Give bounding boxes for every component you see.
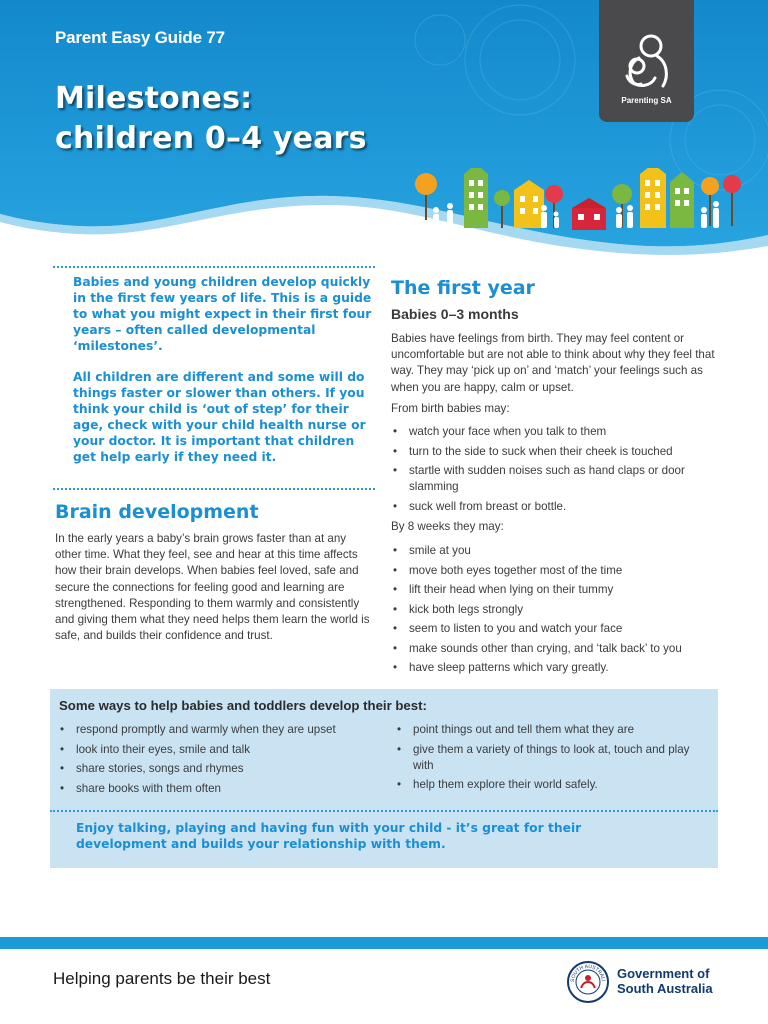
parent-child-icon (617, 32, 677, 90)
government-of-south-australia (617, 966, 713, 996)
list-item: • help them explore their world safely. (396, 777, 708, 793)
house-icon (514, 180, 544, 228)
house-icon (670, 172, 694, 228)
guide-label: Parent Easy Guide 77 (55, 28, 225, 47)
first-year-text: Babies have feelings from birth. They may feel content or uncomfortable but are not able to think about why they feel that way. They may ‘pick up on’ and ‘match’ your feelings such as when you are happy, calm or upset. (391, 332, 715, 394)
by-8-weeks-list (391, 543, 721, 680)
tagline: Helping parents be their best (53, 969, 271, 988)
brain-development-text: In the early years a baby’s brain grows faster than at any other time. What they feel, see and hear at this time affects how their brain develops. When babies feel loved, safe and secure the connections for feeling good and learning are strengthened. Responding to them warmly and consistently and giving them what they need helps them learn the world is safe, and builds their confidence and trust. (55, 532, 370, 643)
dotted-divider (53, 488, 375, 490)
list-item: • respond promptly and warmly when they are upset (59, 722, 389, 738)
list-item: • suck well from breast or bottle. (391, 499, 721, 515)
south-australia-seal-icon (566, 960, 610, 1004)
list-item: • point things out and tell them what they are (396, 722, 708, 738)
header-banner (0, 0, 768, 262)
dotted-divider (50, 810, 718, 812)
tips-list-right (396, 722, 708, 797)
list-item: • make sounds other than crying, and ‘talk back’ to you (391, 641, 721, 657)
gov-line-1: Government of (617, 966, 710, 981)
brand-label: Parenting SA (621, 96, 672, 105)
list-item: • give them a variety of things to look at, touch and play with (396, 742, 708, 774)
list-item: • seem to listen to you and watch your face (391, 621, 721, 637)
tips-box (50, 689, 718, 868)
tree-icon (415, 173, 437, 220)
svg-text:SOUTH AUSTRALIA: SOUTH AUSTRALI (569, 963, 606, 983)
list-item: • look into their eyes, smile and talk (59, 742, 389, 758)
house-icon (464, 168, 488, 228)
first-year-heading: The first year (391, 277, 535, 299)
intro-paragraph-1: Babies and young children develop quickly in the first few years of life. This is a guide to what you might expect in their first four years – often called developmental ‘milestones’. (73, 275, 372, 353)
tips-footer-text: Enjoy talking, playing and having fun with your child - it’s great for their development and builds your relationship with them. (76, 821, 582, 851)
tips-list-left (59, 722, 389, 800)
tips-heading: Some ways to help babies and toddlers develop their best: (59, 698, 427, 713)
brain-development-heading: Brain development (55, 501, 259, 523)
list-item: • smile at you (391, 543, 721, 559)
house-icon (640, 168, 666, 228)
from-birth-lead: From birth babies may: (391, 402, 510, 415)
town-illustration (414, 168, 754, 248)
babies-0-3-months-subheading: Babies 0–3 months (391, 306, 519, 322)
list-item: • have sleep patterns which vary greatly. (391, 660, 721, 676)
footer-bar (0, 937, 768, 949)
dotted-divider (53, 266, 375, 268)
list-item: • share stories, songs and rhymes (59, 761, 389, 777)
by-8-weeks-lead: By 8 weeks they may: (391, 520, 504, 533)
list-item: • lift their head when lying on their tummy (391, 582, 721, 598)
intro-paragraph-2: All children are different and some will do things faster or slower than others. If you think your child is ‘out of step’ for their age, check with your child health nurse or your doctor. It is important that children get help early if they need it. (73, 370, 366, 464)
list-item: • watch your face when you talk to them (391, 424, 721, 440)
tree-icon (494, 190, 510, 228)
list-item: • move both eyes together most of the time (391, 563, 721, 579)
list-item: • kick both legs strongly (391, 602, 721, 618)
list-item: • turn to the side to suck when their cheek is touched (391, 444, 721, 460)
from-birth-list (391, 424, 721, 518)
parenting-sa-logo (599, 0, 694, 122)
house-icon (572, 198, 606, 230)
list-item: • startle with sudden noises such as hand claps or door slamming (391, 463, 721, 495)
list-item: • share books with them often (59, 781, 389, 797)
page-title-line1: Milestones: (55, 81, 253, 116)
page-title-line2: children 0–4 years (55, 121, 367, 156)
gov-line-2: South Australia (617, 981, 713, 996)
